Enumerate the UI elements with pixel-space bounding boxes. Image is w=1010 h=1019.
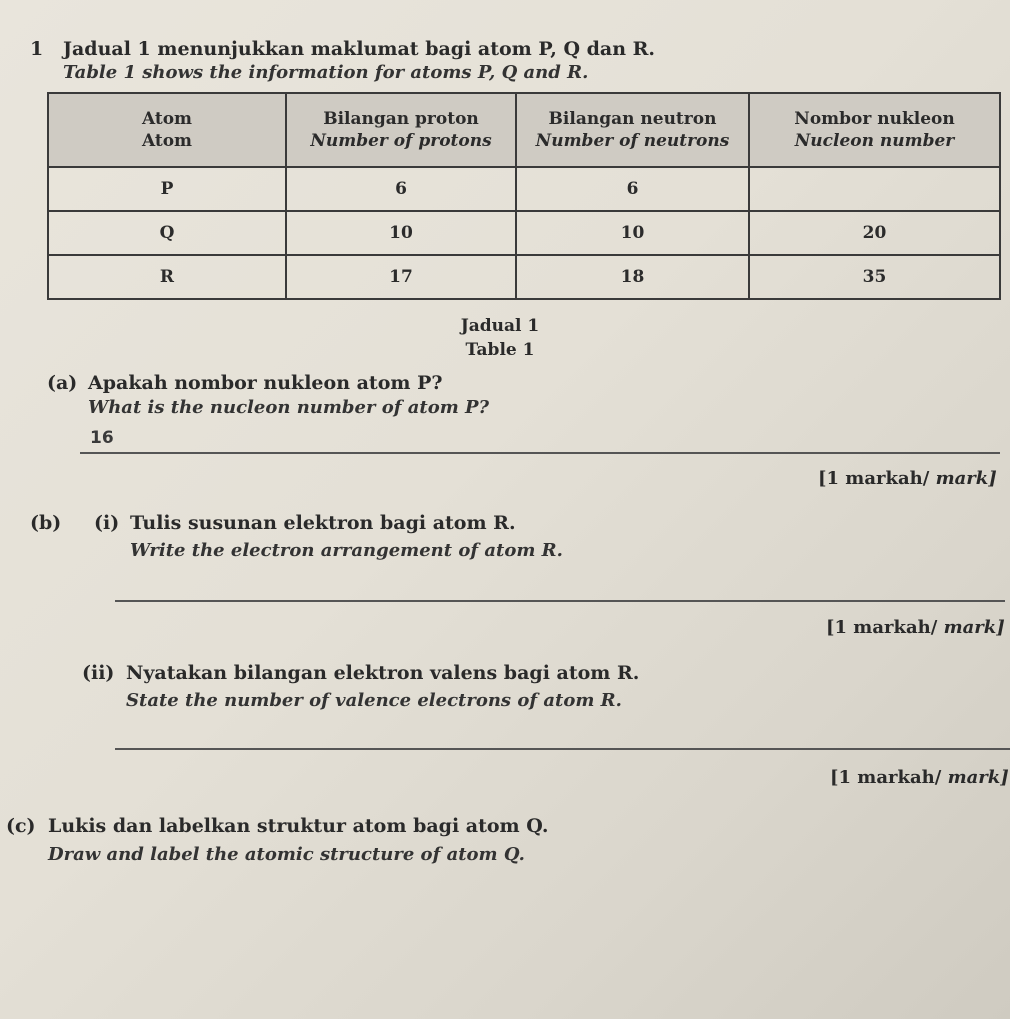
cell-neutrons: 10 xyxy=(516,211,749,255)
table-header-row xyxy=(48,93,1000,167)
table-row xyxy=(48,255,1000,299)
part-a-mark: [1 markah/ mark] xyxy=(818,468,997,489)
part-b-ii-question-english: State the number of valence electrons of atom R. xyxy=(126,690,622,711)
table-caption-malay: Jadual 1 xyxy=(460,316,540,336)
cell-neutrons: 18 xyxy=(516,255,749,299)
part-a-handwritten-answer: 16 xyxy=(90,428,114,448)
question-intro-english: Table 1 shows the information for atoms P, Q and R. xyxy=(63,62,589,83)
cell-neutrons: 6 xyxy=(516,167,749,211)
table-caption-english: Table 1 xyxy=(465,340,535,360)
part-b-i-question-malay: Tulis susunan elektron bagi atom R. xyxy=(130,512,516,534)
part-b-label: (b) xyxy=(30,512,62,534)
part-a-question-malay: Apakah nombor nukleon atom P? xyxy=(88,372,443,394)
part-b-i-question-english: Write the electron arrangement of atom R. xyxy=(130,540,563,561)
part-a-label: (a) xyxy=(47,372,78,394)
table-row xyxy=(48,167,1000,211)
cell-nucleon xyxy=(749,167,1000,211)
question-intro-malay: Jadual 1 menunjukkan maklumat bagi atom P, Q dan R. xyxy=(63,38,656,60)
cell-protons: 6 xyxy=(286,167,516,211)
question-number: 1 xyxy=(30,38,44,60)
table-row xyxy=(48,211,1000,255)
cell-atom: P xyxy=(48,167,286,211)
part-b-ii-label: (ii) xyxy=(82,662,115,684)
atom-info-table xyxy=(47,92,1001,300)
header-atom: Atom Atom xyxy=(48,93,286,167)
part-a-answer-line[interactable] xyxy=(80,452,1000,454)
cell-protons: 17 xyxy=(286,255,516,299)
part-a-question-english: What is the nucleon number of atom P? xyxy=(88,397,490,418)
part-c-question-malay: Lukis dan labelkan struktur atom bagi atom Q. xyxy=(48,815,549,837)
header-neutrons: Bilangan neutron Number of neutrons xyxy=(516,93,749,167)
header-nucleon: Nombor nukleon Nucleon number xyxy=(749,93,1000,167)
part-b-i-answer-line[interactable] xyxy=(115,600,1005,602)
part-c-question-english: Draw and label the atomic structure of atom Q. xyxy=(48,844,525,865)
cell-atom: Q xyxy=(48,211,286,255)
cell-nucleon: 20 xyxy=(749,211,1000,255)
part-b-i-mark: [1 markah/ mark] xyxy=(826,617,1005,638)
cell-atom: R xyxy=(48,255,286,299)
part-c-label: (c) xyxy=(6,815,36,837)
part-b-ii-answer-line[interactable] xyxy=(115,748,1010,750)
part-b-i-label: (i) xyxy=(94,512,120,534)
part-b-ii-mark: [1 markah/ mark] xyxy=(830,767,1009,788)
cell-protons: 10 xyxy=(286,211,516,255)
part-b-ii-question-malay: Nyatakan bilangan elektron valens bagi atom R. xyxy=(126,662,640,684)
cell-nucleon: 35 xyxy=(749,255,1000,299)
header-protons: Bilangan proton Number of protons xyxy=(286,93,516,167)
